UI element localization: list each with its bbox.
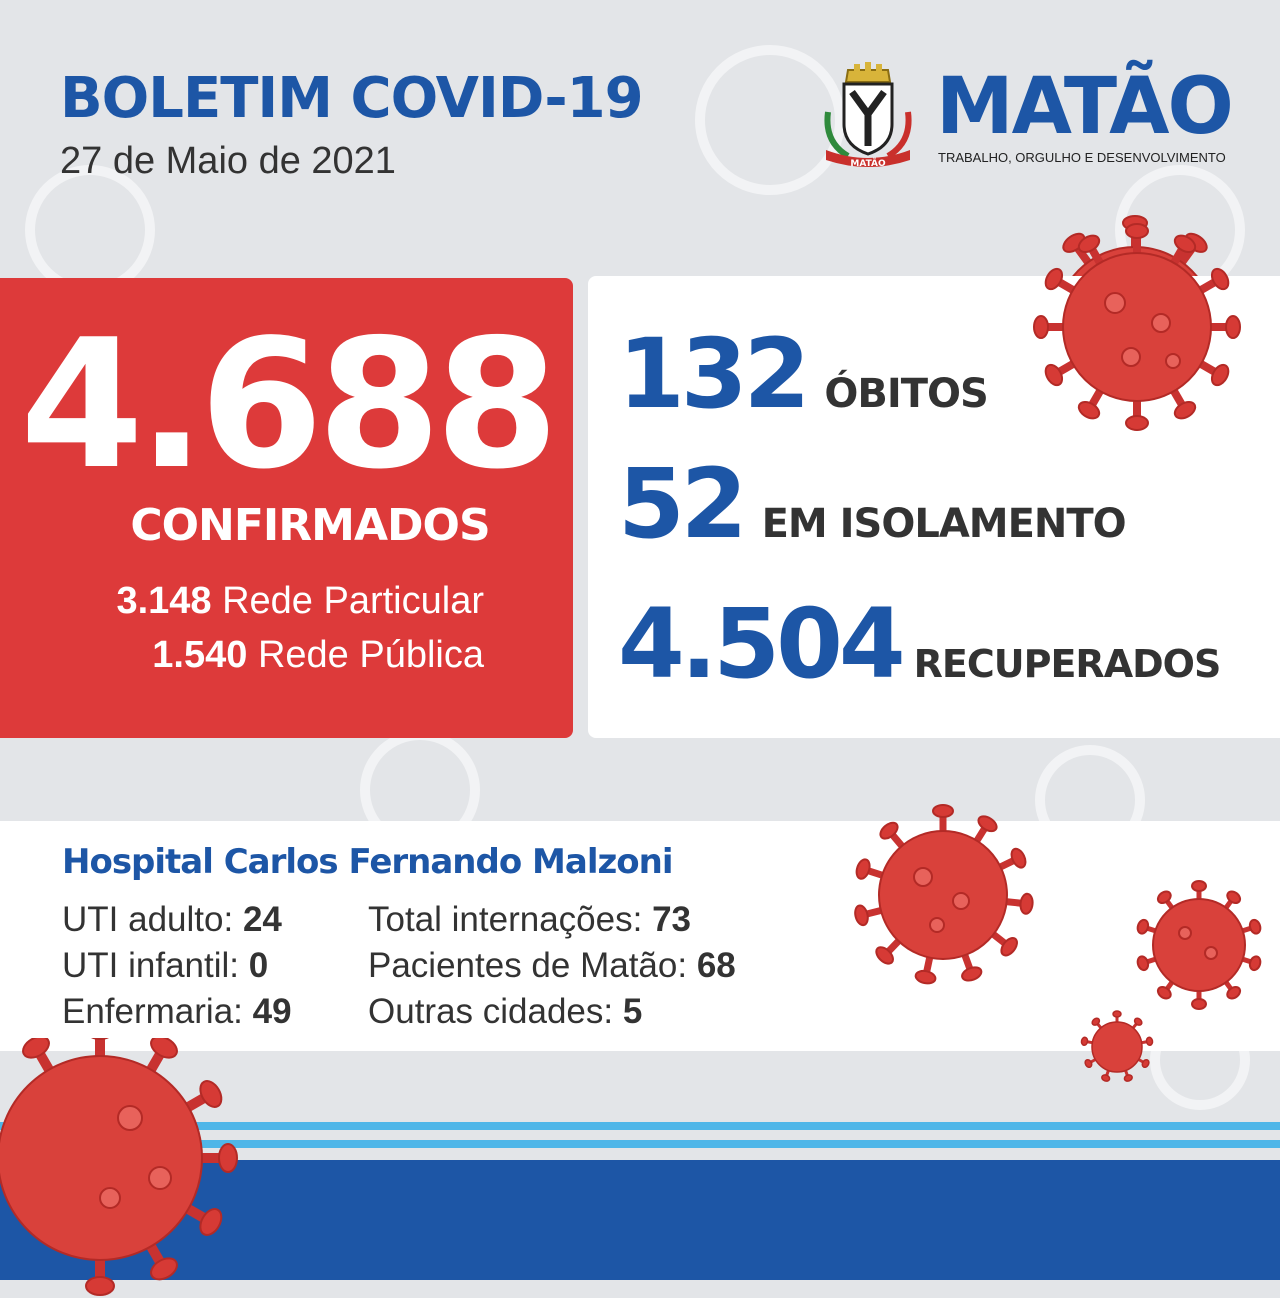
total-admissions-value: 73 <box>652 900 691 939</box>
other-cities-label: Outras cidades: <box>368 992 614 1031</box>
virus-icon <box>0 1038 260 1298</box>
bulletin-date: 27 de Maio de 2021 <box>60 140 396 182</box>
seal-ribbon-text: MATÃO <box>850 159 886 169</box>
private-network-label: Rede Particular <box>222 580 484 622</box>
ward-row <box>62 992 292 1032</box>
confirmed-label: CONFIRMADOS <box>130 500 490 551</box>
local-patients-label: Pacientes de Matão: <box>368 946 688 985</box>
other-cities-value: 5 <box>622 992 643 1031</box>
private-network-value: 3.148 <box>116 580 212 622</box>
virus-icon <box>1132 878 1266 1012</box>
isolation-label: EM ISOLAMENTO <box>761 501 1126 547</box>
local-patients-row <box>368 946 736 986</box>
uti-child-row <box>62 946 268 986</box>
local-patients-value: 68 <box>696 946 736 985</box>
uti-child-value: 0 <box>248 946 269 985</box>
virus-icon <box>1030 220 1244 434</box>
deaths-value: 132 <box>618 318 807 430</box>
isolation-value: 52 <box>618 448 744 560</box>
public-network-line <box>152 634 484 677</box>
other-cities-row <box>368 992 642 1032</box>
city-logo <box>818 62 1238 172</box>
hospital-name: Hospital Carlos Fernando Malzoni <box>62 842 673 882</box>
uti-adult-value: 24 <box>242 900 282 939</box>
public-network-value: 1.540 <box>152 634 248 676</box>
deaths-label: ÓBITOS <box>824 371 988 417</box>
deaths-stat <box>618 318 988 430</box>
city-slogan: TRABALHO, ORGULHO E DESENVOLVIMENTO <box>938 150 1226 165</box>
ward-value: 49 <box>252 992 292 1031</box>
total-admissions-row <box>368 900 691 940</box>
ward-label: Enfermaria: <box>62 992 243 1031</box>
total-admissions-label: Total internações: <box>368 900 643 939</box>
uti-adult-label: UTI adulto: <box>62 900 234 939</box>
bulletin-title: BOLETIM COVID-19 <box>60 66 643 131</box>
private-network-line <box>116 580 484 623</box>
recovered-stat <box>618 588 1221 700</box>
confirmed-total: 4.688 <box>19 301 554 508</box>
public-network-label: Rede Pública <box>257 634 484 676</box>
recovered-label: RECUPERADOS <box>913 642 1221 686</box>
uti-adult-row <box>62 900 282 940</box>
city-coat-of-arms-icon <box>818 62 918 172</box>
city-name: MATÃO <box>936 62 1232 152</box>
virus-icon <box>848 800 1038 990</box>
virus-icon <box>1080 1010 1154 1084</box>
uti-child-label: UTI infantil: <box>62 946 239 985</box>
isolation-stat <box>618 448 1126 560</box>
recovered-value: 4.504 <box>618 588 902 700</box>
